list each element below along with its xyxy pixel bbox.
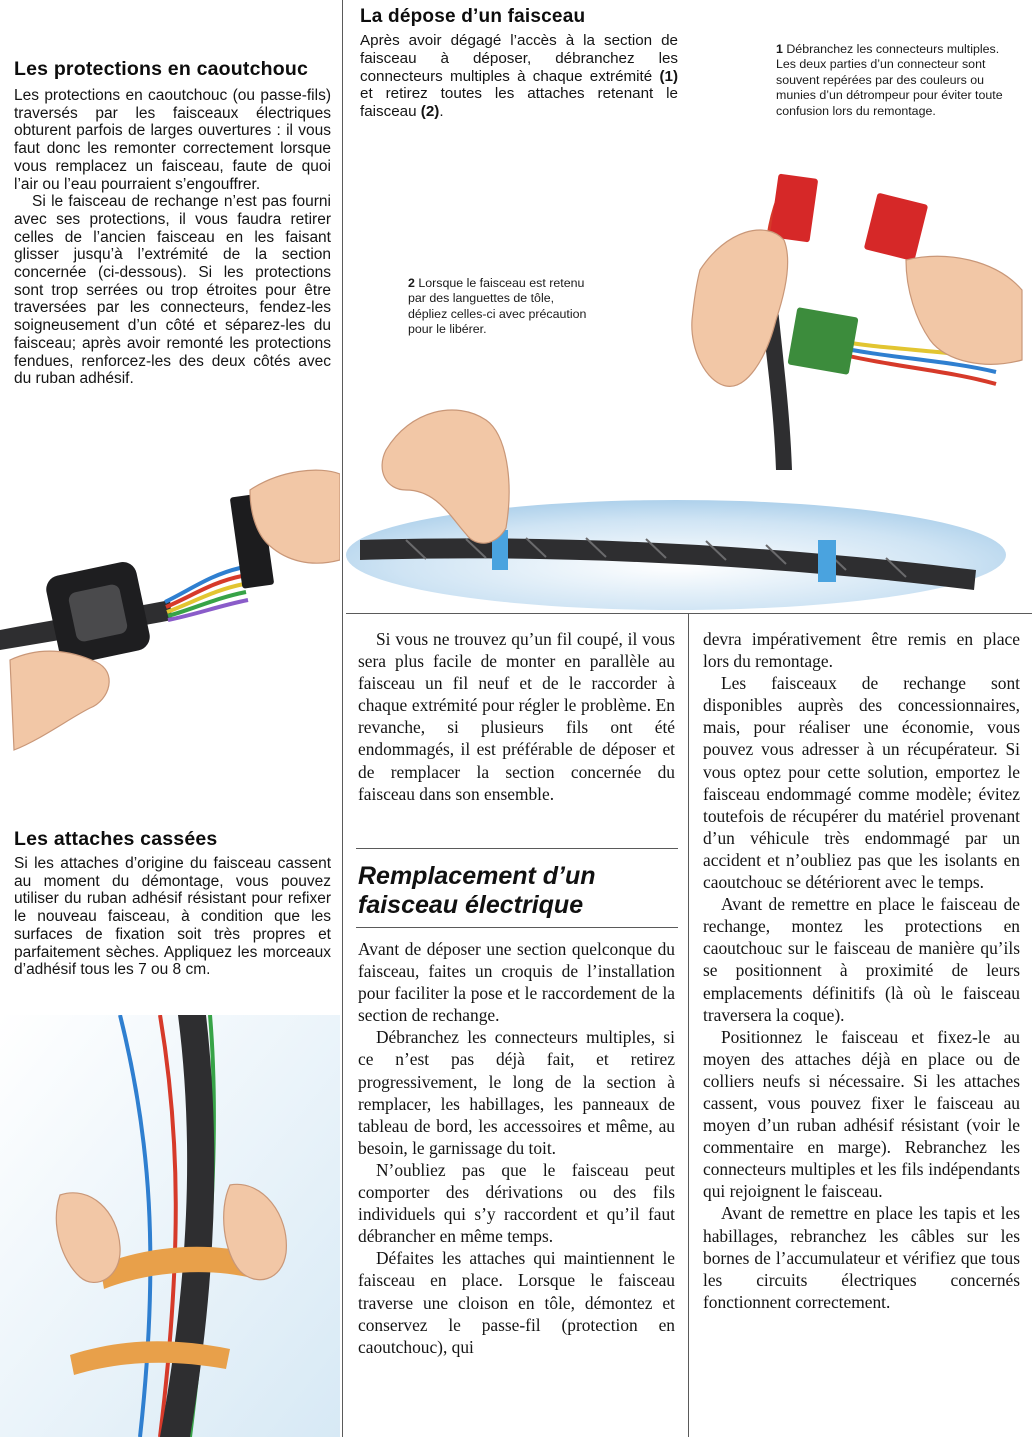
caption-number: 1 [776,42,783,56]
body-paragraph: Positionnez le faisceau et fixez-le au moyen des attaches déjà en place ou de colliers neufs si nécessaire. Si les attaches cassent, vous pouvez fixer le faisceau au moyen d’un ruban adhésif résistant (voir le commentaire en marge). Rebranchez les connecteurs multiples et les fils indépendants qui rejoignent le faisceau. [703,1026,1020,1202]
sidebar-left-clips [14,828,331,979]
caption-text: Lorsque le faisceau est retenu par des languettes de tôle, dépliez celles-ci avec précaution pour le libérer. [408,276,587,337]
sidebar-paragraph: Si les attaches d’origine du faisceau cassent au moment du démontage, vous pouvez utiliser du ruban adhésif résistant pour refixer le nouveau faisceau, à condition que les surfaces de fixation soit très propres et parfaitement sèches. Appliquez les morceaux d’adhésif tous les 7 ou 8 cm. [14,855,331,979]
caption-number: 2 [408,276,415,290]
sidebar-paragraph: Les protections en caoutchouc (ou passe-fils) traversés par les faisceaux électriques obturent parfois de larges ouvertures : il vous faut donc les remonter correctement lorsque vous remplacez un faisceau, faute de quoi l’air ou l’eau pourraient s’engouffrer. [14,87,331,193]
tab-clip [818,540,836,582]
hand-left [10,651,109,750]
red-connector [770,174,819,243]
body-paragraph: N’oubliez pas que le faisceau peut comporter des dérivations ou des fils individuels qui s’y raccordent et qu’il faut débrancher en même temps. [358,1159,675,1247]
column-divider [342,0,343,1437]
right-column [703,628,1020,1313]
hand-right [906,256,1022,364]
body-paragraph: Défaites les attaches qui maintiennent le faisceau en place. Lorsque le faisceau traverse une cloison en tôle, démontez et conservez le passe-fil (protection en caoutchouc), qui [358,1248,675,1357]
title-divider [356,927,678,928]
removal-intro-text: . [439,103,444,121]
section-heading-clips: Les attaches cassées [14,828,218,850]
body-paragraph: Avant de déposer une section quelconque du faisceau, faites un croquis de l’installation pour faciliter la pose et le raccordement de la section de rechange. [358,939,675,1026]
body-paragraph: Avant de remettre en place le faisceau de rechange, montez les protections en caoutchouc sur le faisceau de manière qu’ils se positionnent à proximité de leurs emplacements définitifs (là où le faisceau traversera la coque). [703,894,1020,1025]
section-heading-rubber: Les protections en caoutchouc [14,58,309,80]
removal-intro-text: Après avoir dégagé l’accès à la section de faisceau à déposer, débranchez les connecteurs multiples à chaque extrémité [360,32,678,85]
intro-paragraph: Si vous ne trouvez qu’un fil coupé, il vous sera plus facile de monter en parallèle au faisceau un fil neuf et de le raccorder à chaque extrémité pour régler le problème. En revanche, si plusieurs fils ont été endommagés, il est préférable de déposer et de remplacer la section concernée du faisceau dans son ensemble. [358,629,675,804]
body-paragraph: Avant de remettre en place les tapis et les habillages, rebranchez les câbles sur les bornes de l’accumulateur et vérifiez que tous les circuits électriques concernés fonctionnent correctement. [703,1203,1020,1312]
harness-wires [165,568,248,620]
grommet-illustration [0,450,340,785]
green-connector [787,307,858,375]
article-title-block [358,862,675,920]
caption-text: Débranchez les connecteurs multiples. Les deux parties d’un connecteur sont souvent repérées par des couleurs ou munies d’un détrompeur pour éviter toute confusion lors du remontage. [776,42,1003,118]
removal-illustration [346,150,1032,610]
red-connector [864,193,928,262]
sidebar-left [14,58,331,388]
removal-box [360,6,678,121]
tape-illustration [0,1015,340,1437]
removal-intro [360,32,678,121]
article-title: Remplacement d’un faisceau électrique [358,862,596,919]
middle-column-body [358,938,675,1358]
column-divider [688,614,689,1437]
section-divider [346,613,1032,614]
body-paragraph: Débranchez les connecteurs multiples, si ce n’est pas déjà fait, et retirez progressivement, le long de la section à remplacer, les habillages, les panneaux de tableau de bord, les accessoires et même, au besoin, le garnissage du toit. [358,1027,675,1158]
callout-1: (1) [659,67,678,85]
middle-column [358,628,675,805]
title-divider [356,848,678,849]
caption-1 [776,42,1004,119]
body-paragraph: Les faisceaux de rechange sont disponibles auprès des concessionnaires, mais, pour réaliser une économie, vous pouvez vous adresser à un récupérateur. Si vous optez pour cette solution, emportez le faisceau endommagé comme modèle; évitez toutefois de récupérer du matériel provenant d’un véhicule très endommagé par un accident et n’oubliez pas que les isolants en caoutchouc se détériorent avec le temps. [703,673,1020,893]
callout-2: (2) [420,103,440,121]
body-paragraph: devra impérativement être remis en place lors du remontage. [703,629,1020,672]
removal-intro-text: et retirez toutes les attaches retenant le faisceau [360,85,678,121]
removal-heading: La dépose d’un faisceau [360,6,586,27]
sidebar-paragraph: Si le faisceau de rechange n’est pas fourni avec ses protections, il vous faudra retirer celles de l’ancien faisceau en les faisant glisser jusqu’à l’extrémité de la section concernée (ci-dessous). Si les protections sont trop serrées ou trop étroites pour être traversées par les connecteurs, fendez-les soigneusement d’un côté et séparez-les du faisceau; après avoir remonté les protections fendues, renforcez-les des deux côtés avec du ruban adhésif. [14,193,331,388]
